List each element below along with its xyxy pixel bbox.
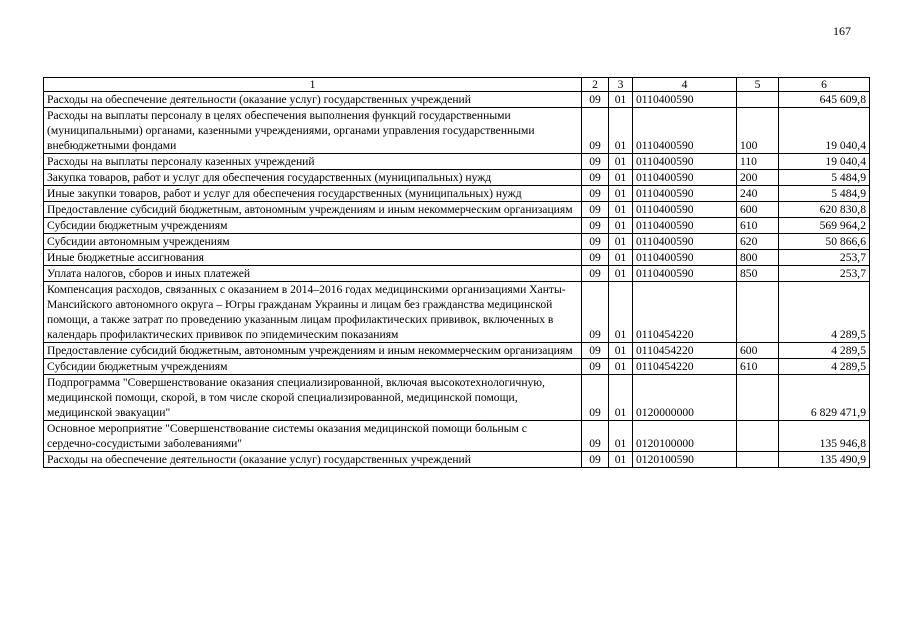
row-target-article-cell: 0120100590: [633, 452, 737, 468]
table-row: [44, 218, 870, 234]
row-subsection-cell: 01: [609, 282, 633, 343]
row-amount-cell: 253,7: [779, 250, 870, 266]
row-section-cell: 09: [582, 154, 609, 170]
row-section-cell: 09: [582, 186, 609, 202]
row-expense-type-cell: 620: [737, 234, 779, 250]
row-subsection-cell: 01: [609, 202, 633, 218]
row-expense-type-cell: [737, 421, 779, 452]
row-name-cell: Расходы на обеспечение деятельности (оказание услуг) государственных учреждений: [44, 92, 582, 108]
row-expense-type-cell: 610: [737, 359, 779, 375]
row-name-cell: Субсидии бюджетным учреждениям: [44, 218, 582, 234]
header-col-5: 5: [737, 78, 779, 92]
row-section-cell: 09: [582, 282, 609, 343]
table-row: [44, 421, 870, 452]
row-expense-type-cell: 600: [737, 202, 779, 218]
row-target-article-cell: 0110400590: [633, 218, 737, 234]
row-name-cell: Субсидии автономным учреждениям: [44, 234, 582, 250]
row-subsection-cell: 01: [609, 452, 633, 468]
row-target-article-cell: 0110400590: [633, 92, 737, 108]
row-section-cell: 09: [582, 92, 609, 108]
row-expense-type-cell: [737, 282, 779, 343]
row-name-cell: Компенсация расходов, связанных с оказанием в 2014–2016 годах медицинскими организациями Ханты-Мансийского автономного округа – Югры гражданам Украины и лицам без гражданства медицинской помощи, а также затрат по проведению указанным лицам профилактических прививок, включенных в календарь профилактических прививок по эпидемическим показаниям: [44, 282, 582, 343]
row-name-cell: Уплата налогов, сборов и иных платежей: [44, 266, 582, 282]
row-expense-type-cell: 110: [737, 154, 779, 170]
row-name-cell: Субсидии бюджетным учреждениям: [44, 359, 582, 375]
row-section-cell: 09: [582, 452, 609, 468]
row-subsection-cell: 01: [609, 421, 633, 452]
row-target-article-cell: 0110454220: [633, 359, 737, 375]
row-target-article-cell: 0110400590: [633, 108, 737, 154]
row-section-cell: 09: [582, 421, 609, 452]
row-amount-cell: 4 289,5: [779, 343, 870, 359]
table-row: [44, 154, 870, 170]
row-amount-cell: 620 830,8: [779, 202, 870, 218]
row-expense-type-cell: 800: [737, 250, 779, 266]
row-name-cell: Иные закупки товаров, работ и услуг для обеспечения государственных (муниципальных) нужд: [44, 186, 582, 202]
row-amount-cell: 135 946,8: [779, 421, 870, 452]
row-name-cell: Предоставление субсидий бюджетным, автономным учреждениям и иным некоммерческим организациям: [44, 202, 582, 218]
row-name-cell: Иные бюджетные ассигнования: [44, 250, 582, 266]
table-row: [44, 452, 870, 468]
row-section-cell: 09: [582, 234, 609, 250]
row-section-cell: 09: [582, 218, 609, 234]
header-col-3: 3: [609, 78, 633, 92]
row-section-cell: 09: [582, 202, 609, 218]
table-row: [44, 108, 870, 154]
row-subsection-cell: 01: [609, 218, 633, 234]
row-subsection-cell: 01: [609, 359, 633, 375]
table-row: [44, 282, 870, 343]
table-row: [44, 343, 870, 359]
header-col-4: 4: [633, 78, 737, 92]
row-expense-type-cell: 240: [737, 186, 779, 202]
row-amount-cell: 569 964,2: [779, 218, 870, 234]
row-section-cell: 09: [582, 375, 609, 421]
row-name-cell: Основное мероприятие "Совершенствование системы оказания медицинской помощи больным с сердечно-сосудистыми заболеваниями": [44, 421, 582, 452]
row-name-cell: Расходы на выплаты персоналу в целях обеспечения выполнения функций государственными (муниципальными) органами, казенными учреждениями, органами управления государственными внебюджетными фондами: [44, 108, 582, 154]
row-expense-type-cell: [737, 375, 779, 421]
row-section-cell: 09: [582, 359, 609, 375]
row-amount-cell: 4 289,5: [779, 282, 870, 343]
row-subsection-cell: 01: [609, 186, 633, 202]
row-section-cell: 09: [582, 170, 609, 186]
row-expense-type-cell: [737, 452, 779, 468]
row-target-article-cell: 0110400590: [633, 154, 737, 170]
header-col-1: 1: [44, 78, 582, 92]
row-amount-cell: 19 040,4: [779, 108, 870, 154]
row-name-cell: Подпрограмма "Совершенствование оказания специализированной, включая высокотехнологичную, медицинской помощи, скорой, в том числе скорой специализированной, медицинской помощи, медицинской эвакуации": [44, 375, 582, 421]
row-amount-cell: 19 040,4: [779, 154, 870, 170]
row-subsection-cell: 01: [609, 108, 633, 154]
table-row: [44, 170, 870, 186]
row-expense-type-cell: 610: [737, 218, 779, 234]
row-amount-cell: 5 484,9: [779, 170, 870, 186]
row-target-article-cell: 0120100000: [633, 421, 737, 452]
row-subsection-cell: 01: [609, 170, 633, 186]
row-amount-cell: 50 866,6: [779, 234, 870, 250]
row-target-article-cell: 0110454220: [633, 343, 737, 359]
header-col-2: 2: [582, 78, 609, 92]
row-amount-cell: 4 289,5: [779, 359, 870, 375]
row-amount-cell: 5 484,9: [779, 186, 870, 202]
row-expense-type-cell: 850: [737, 266, 779, 282]
row-section-cell: 09: [582, 343, 609, 359]
table-row: [44, 359, 870, 375]
row-subsection-cell: 01: [609, 250, 633, 266]
row-target-article-cell: 0110454220: [633, 282, 737, 343]
row-target-article-cell: 0110400590: [633, 202, 737, 218]
row-subsection-cell: 01: [609, 154, 633, 170]
row-subsection-cell: 01: [609, 266, 633, 282]
row-name-cell: Расходы на обеспечение деятельности (оказание услуг) государственных учреждений: [44, 452, 582, 468]
table-row: [44, 234, 870, 250]
row-expense-type-cell: 600: [737, 343, 779, 359]
budget-table: [43, 77, 870, 468]
row-subsection-cell: 01: [609, 92, 633, 108]
row-target-article-cell: 0110400590: [633, 266, 737, 282]
row-target-article-cell: 0110400590: [633, 170, 737, 186]
table-row: [44, 266, 870, 282]
row-expense-type-cell: 200: [737, 170, 779, 186]
row-amount-cell: 6 829 471,9: [779, 375, 870, 421]
row-amount-cell: 253,7: [779, 266, 870, 282]
table-row: [44, 202, 870, 218]
row-target-article-cell: 0120000000: [633, 375, 737, 421]
row-section-cell: 09: [582, 266, 609, 282]
row-amount-cell: 135 490,9: [779, 452, 870, 468]
header-col-6: 6: [779, 78, 870, 92]
row-amount-cell: 645 609,8: [779, 92, 870, 108]
table-row: [44, 92, 870, 108]
row-target-article-cell: 0110400590: [633, 250, 737, 266]
row-name-cell: Расходы на выплаты персоналу казенных учреждений: [44, 154, 582, 170]
table-header-row: [44, 78, 870, 92]
row-name-cell: Закупка товаров, работ и услуг для обеспечения государственных (муниципальных) нужд: [44, 170, 582, 186]
table-row: [44, 250, 870, 266]
row-name-cell: Предоставление субсидий бюджетным, автономным учреждениям и иным некоммерческим организациям: [44, 343, 582, 359]
row-section-cell: 09: [582, 108, 609, 154]
row-expense-type-cell: 100: [737, 108, 779, 154]
row-target-article-cell: 0110400590: [633, 234, 737, 250]
table-row: [44, 375, 870, 421]
table-row: [44, 186, 870, 202]
row-subsection-cell: 01: [609, 343, 633, 359]
row-section-cell: 09: [582, 250, 609, 266]
row-subsection-cell: 01: [609, 375, 633, 421]
row-expense-type-cell: [737, 92, 779, 108]
row-target-article-cell: 0110400590: [633, 186, 737, 202]
row-subsection-cell: 01: [609, 234, 633, 250]
page-number: 167: [833, 24, 851, 38]
